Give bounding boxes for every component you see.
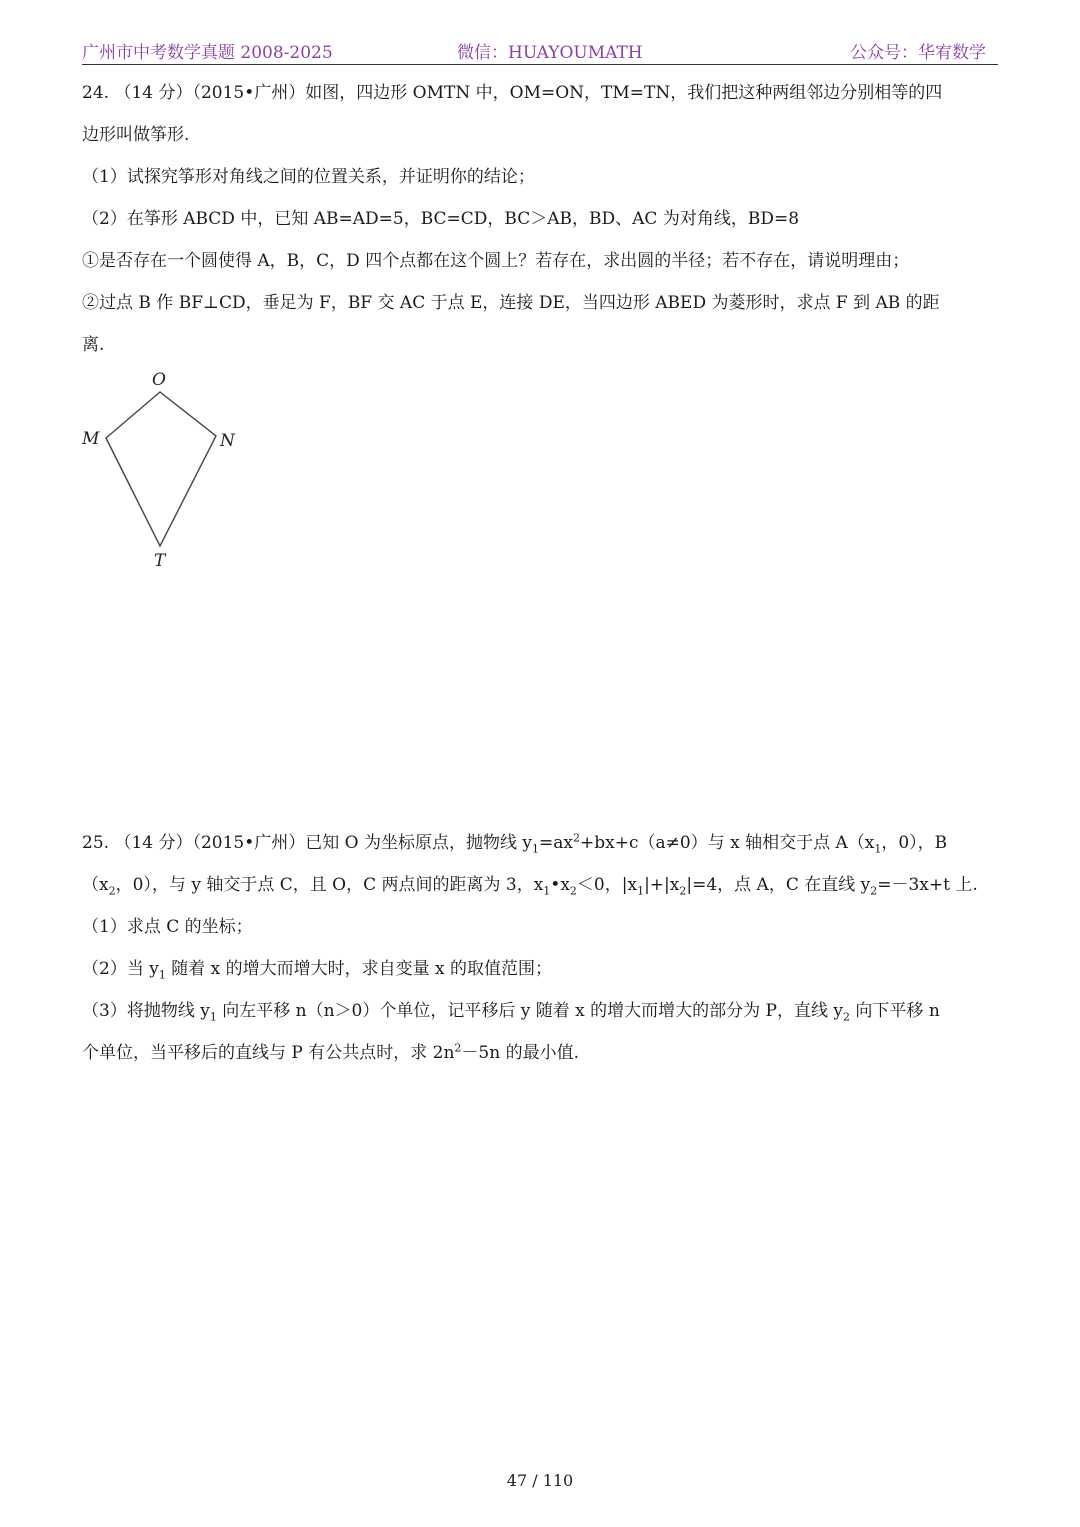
page-number: 47 / 110 <box>506 1471 574 1490</box>
header-account: 公众号：华宥数学 <box>850 43 986 63</box>
q25-part3-line1: （3）将抛物线 $y_1$ 向左平移 n（n＞0）个单位，记平移后 y 随着 x 的增大而增大的部分为 P，直线 $y_2$ 向下平移 n <box>82 1001 940 1024</box>
q24-part2: （2）在筝形 ABCD 中，已知 AB=AD=5，BC=CD，BC＞AB，BD、AC 为对角线，BD=8 <box>82 209 800 229</box>
q24-sub2-line2: 离. <box>82 335 105 355</box>
q25-part2: （2）当 $y_1$ 随着 x 的增大而增大时，求自变量 x 的取值范围； <box>82 959 553 982</box>
q25-stem-line2: （$x_2$，0），与 y 轴交于点 C，且 O，C 两点间的距离为 3，$x_1•x_2<0$，$|x_1|+|x_2|=4$，点 A，C 在直线 $y_2=-3x+t$ 上. <box>82 875 978 898</box>
q25-part1: （1）求点 C 的坐标； <box>82 917 253 937</box>
q24-part1: （1）试探究筝形对角线之间的位置关系，并证明你的结论； <box>82 167 535 187</box>
kite-shape <box>106 392 216 546</box>
q24-stem-line1: 24. （14 分）（2015•广州）如图，四边形 OMTN 中，OM=ON，TM=TN，我们把这种两组邻边分别相等的四 <box>82 83 943 103</box>
q24-stem-line2: 边形叫做筝形. <box>82 125 190 145</box>
header-title: 广州市中考数学真题 2008-2025 <box>82 43 333 63</box>
q24-sub1: ①是否存在一个圆使得 A，B，C，D 四个点都在这个圆上？若存在，求出圆的半径；若不存在，请说明理由； <box>82 251 910 271</box>
label-M: M <box>82 429 100 449</box>
question-25 <box>82 822 1002 1074</box>
question-24 <box>82 72 1002 366</box>
q24-sub2-line1: ②过点 B 作 BF⊥CD，垂足为 F，BF 交 AC 于点 E，连接 DE，当四边形 ABED 为菱形时，求点 F 到 AB 的距 <box>82 293 940 313</box>
q25-part3-line2: 个单位，当平移后的直线与 P 有公共点时，求 $2n^2-5n$ 的最小值. <box>82 1041 579 1063</box>
page-header <box>82 34 998 65</box>
kite-figure <box>78 366 248 572</box>
label-N: N <box>220 431 235 451</box>
label-T: T <box>154 551 166 571</box>
kite-diagram <box>78 366 248 572</box>
header-wechat: 微信：HUAYOUMATH <box>457 43 643 63</box>
label-O: O <box>152 370 166 390</box>
q25-stem-line1: 25. （14 分）（2015•广州）已知 O 为坐标原点，抛物线 $y_1=ax^2+bx+c(a\ne 0)$与 x 轴相交于点 $A(x_1$，0），B <box>82 831 948 856</box>
